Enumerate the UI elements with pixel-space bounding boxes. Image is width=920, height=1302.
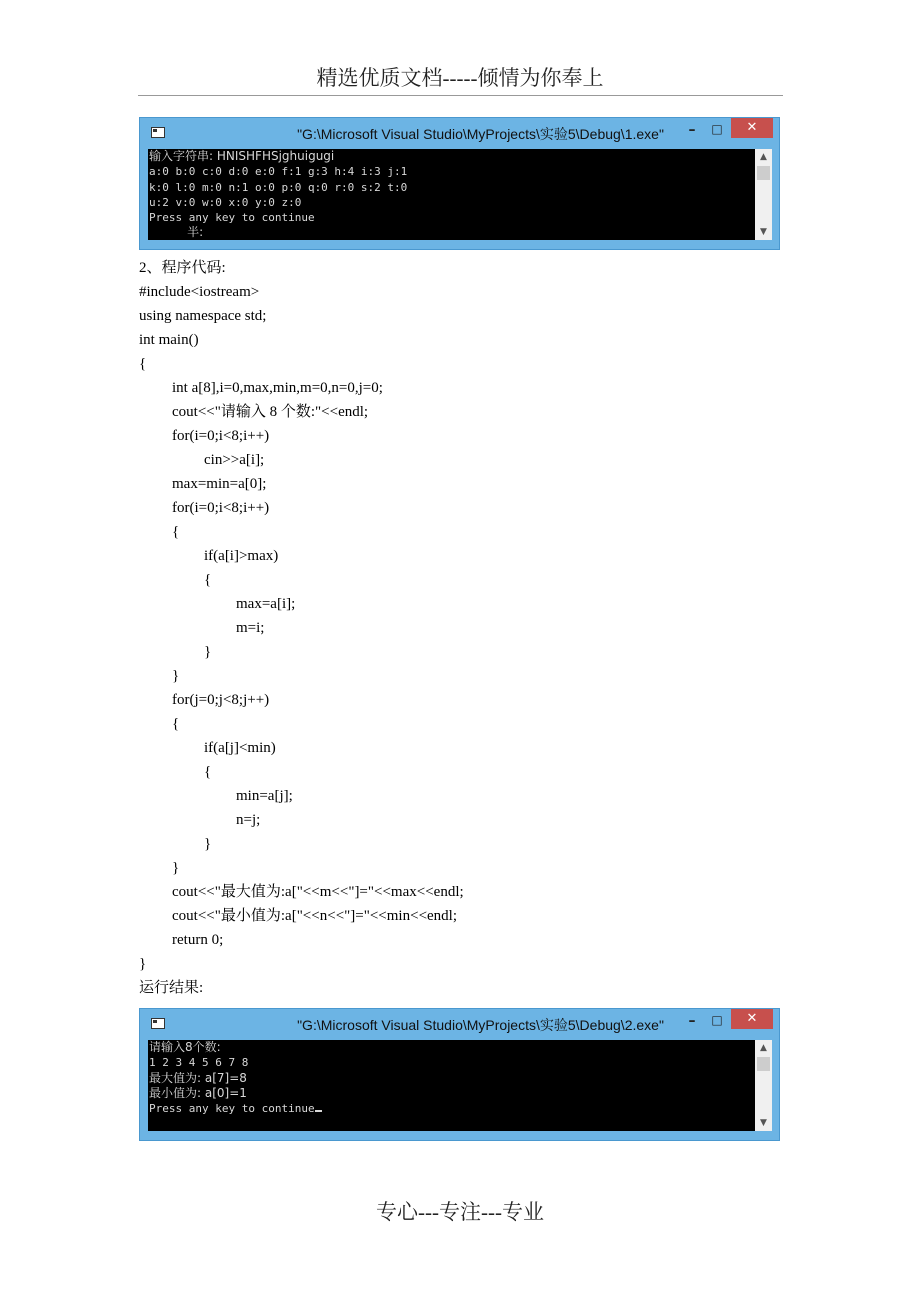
console-window-2 <box>139 1008 780 1141</box>
code-line: { <box>172 716 180 732</box>
code-line: using namespace std; <box>139 308 267 324</box>
code-line: for(i=0;i<8;i++) <box>172 500 270 516</box>
code-line: { <box>204 572 212 588</box>
maximize-button[interactable]: □ <box>711 1013 723 1027</box>
scroll-down-icon[interactable]: ▼ <box>760 1118 767 1128</box>
console-titlebar[interactable] <box>140 118 779 148</box>
code-line: for(i=0;i<8;i++) <box>172 428 270 444</box>
console-output[interactable] <box>148 149 755 240</box>
code-line: cout<<"请输入 8 个数:"<<endl; <box>172 404 369 420</box>
console-line: 半: <box>149 225 204 240</box>
code-line: int a[8],i=0,max,min,m=0,n=0,j=0; <box>172 380 383 396</box>
header-divider <box>138 95 783 96</box>
code-line: } <box>204 836 212 852</box>
console-line: 最大值为: a[7]=8 <box>149 1070 247 1085</box>
code-line: } <box>139 956 147 972</box>
code-line: n=j; <box>236 812 261 828</box>
maximize-button[interactable]: □ <box>711 122 723 136</box>
result-label: 运行结果: <box>139 980 204 996</box>
code-line: { <box>204 764 212 780</box>
code-line: cout<<"最小值为:a["<<n<<"]="<<min<<endl; <box>172 908 458 924</box>
page-header: 精选优质文档-----倾情为你奉上 <box>316 66 604 90</box>
code-line: { <box>172 524 180 540</box>
scroll-down-icon[interactable]: ▼ <box>760 227 767 237</box>
code-line: for(j=0;j<8;j++) <box>172 692 270 708</box>
scroll-thumb[interactable] <box>757 166 770 180</box>
code-line: if(a[i]>max) <box>204 548 279 564</box>
code-line: } <box>204 644 212 660</box>
console-line: 最小值为: a[0]=1 <box>149 1085 247 1100</box>
scroll-up-icon[interactable]: ▲ <box>760 152 767 162</box>
console-titlebar[interactable] <box>140 1009 779 1039</box>
vertical-scrollbar[interactable] <box>755 149 772 240</box>
console-line: a:0 b:0 c:0 d:0 e:0 f:1 g:3 h:4 i:3 j:1 <box>149 165 408 179</box>
console-line: 1 2 3 4 5 6 7 8 <box>149 1056 249 1070</box>
code-line: max=a[i]; <box>236 596 296 612</box>
code-line: { <box>139 356 147 372</box>
console-line: 请输入8个数: <box>149 1040 221 1054</box>
code-line: cout<<"最大值为:a["<<m<<"]="<<max<<endl; <box>172 884 464 900</box>
console-line: Press any key to continue <box>149 211 315 225</box>
code-line: max=min=a[0]; <box>172 476 267 492</box>
console-line: Press any key to continue <box>149 1102 315 1116</box>
code-line: min=a[j]; <box>236 788 293 804</box>
console-line-prompt <box>148 1101 755 1116</box>
scroll-up-icon[interactable]: ▲ <box>760 1043 767 1053</box>
close-button[interactable]: ✕ <box>731 118 773 138</box>
code-line: if(a[j]<min) <box>204 740 276 756</box>
code-line: int main() <box>139 332 199 348</box>
code-heading: 2、程序代码: <box>139 260 226 276</box>
code-line: } <box>172 668 180 684</box>
console-line: k:0 l:0 m:0 n:1 o:0 p:0 q:0 r:0 s:2 t:0 <box>149 180 408 194</box>
code-line: cin>>a[i]; <box>204 452 265 468</box>
scroll-thumb[interactable] <box>757 1057 770 1071</box>
console-line: u:2 v:0 w:0 x:0 y:0 z:0 <box>149 195 302 209</box>
cursor-caret <box>315 1110 322 1112</box>
code-line: m=i; <box>236 620 265 636</box>
console-output[interactable] <box>148 1040 755 1131</box>
console-line: 输入字符串: HNISHFHSjghuigugi <box>149 149 335 163</box>
close-button[interactable]: ✕ <box>731 1009 773 1029</box>
minimize-button[interactable]: – <box>688 122 696 138</box>
console-window-1 <box>139 117 780 250</box>
code-line: } <box>172 860 180 876</box>
code-line: #include<iostream> <box>139 284 260 300</box>
console-title: "G:\Microsoft Visual Studio\MyProjects\实验5\Debug\2.exe" <box>297 1017 664 1033</box>
vertical-scrollbar[interactable] <box>755 1040 772 1131</box>
minimize-button[interactable]: – <box>688 1013 696 1029</box>
page-footer: 专心---专注---专业 <box>376 1200 544 1224</box>
console-title: "G:\Microsoft Visual Studio\MyProjects\实验5\Debug\1.exe" <box>297 126 664 142</box>
code-line: return 0; <box>172 932 224 948</box>
